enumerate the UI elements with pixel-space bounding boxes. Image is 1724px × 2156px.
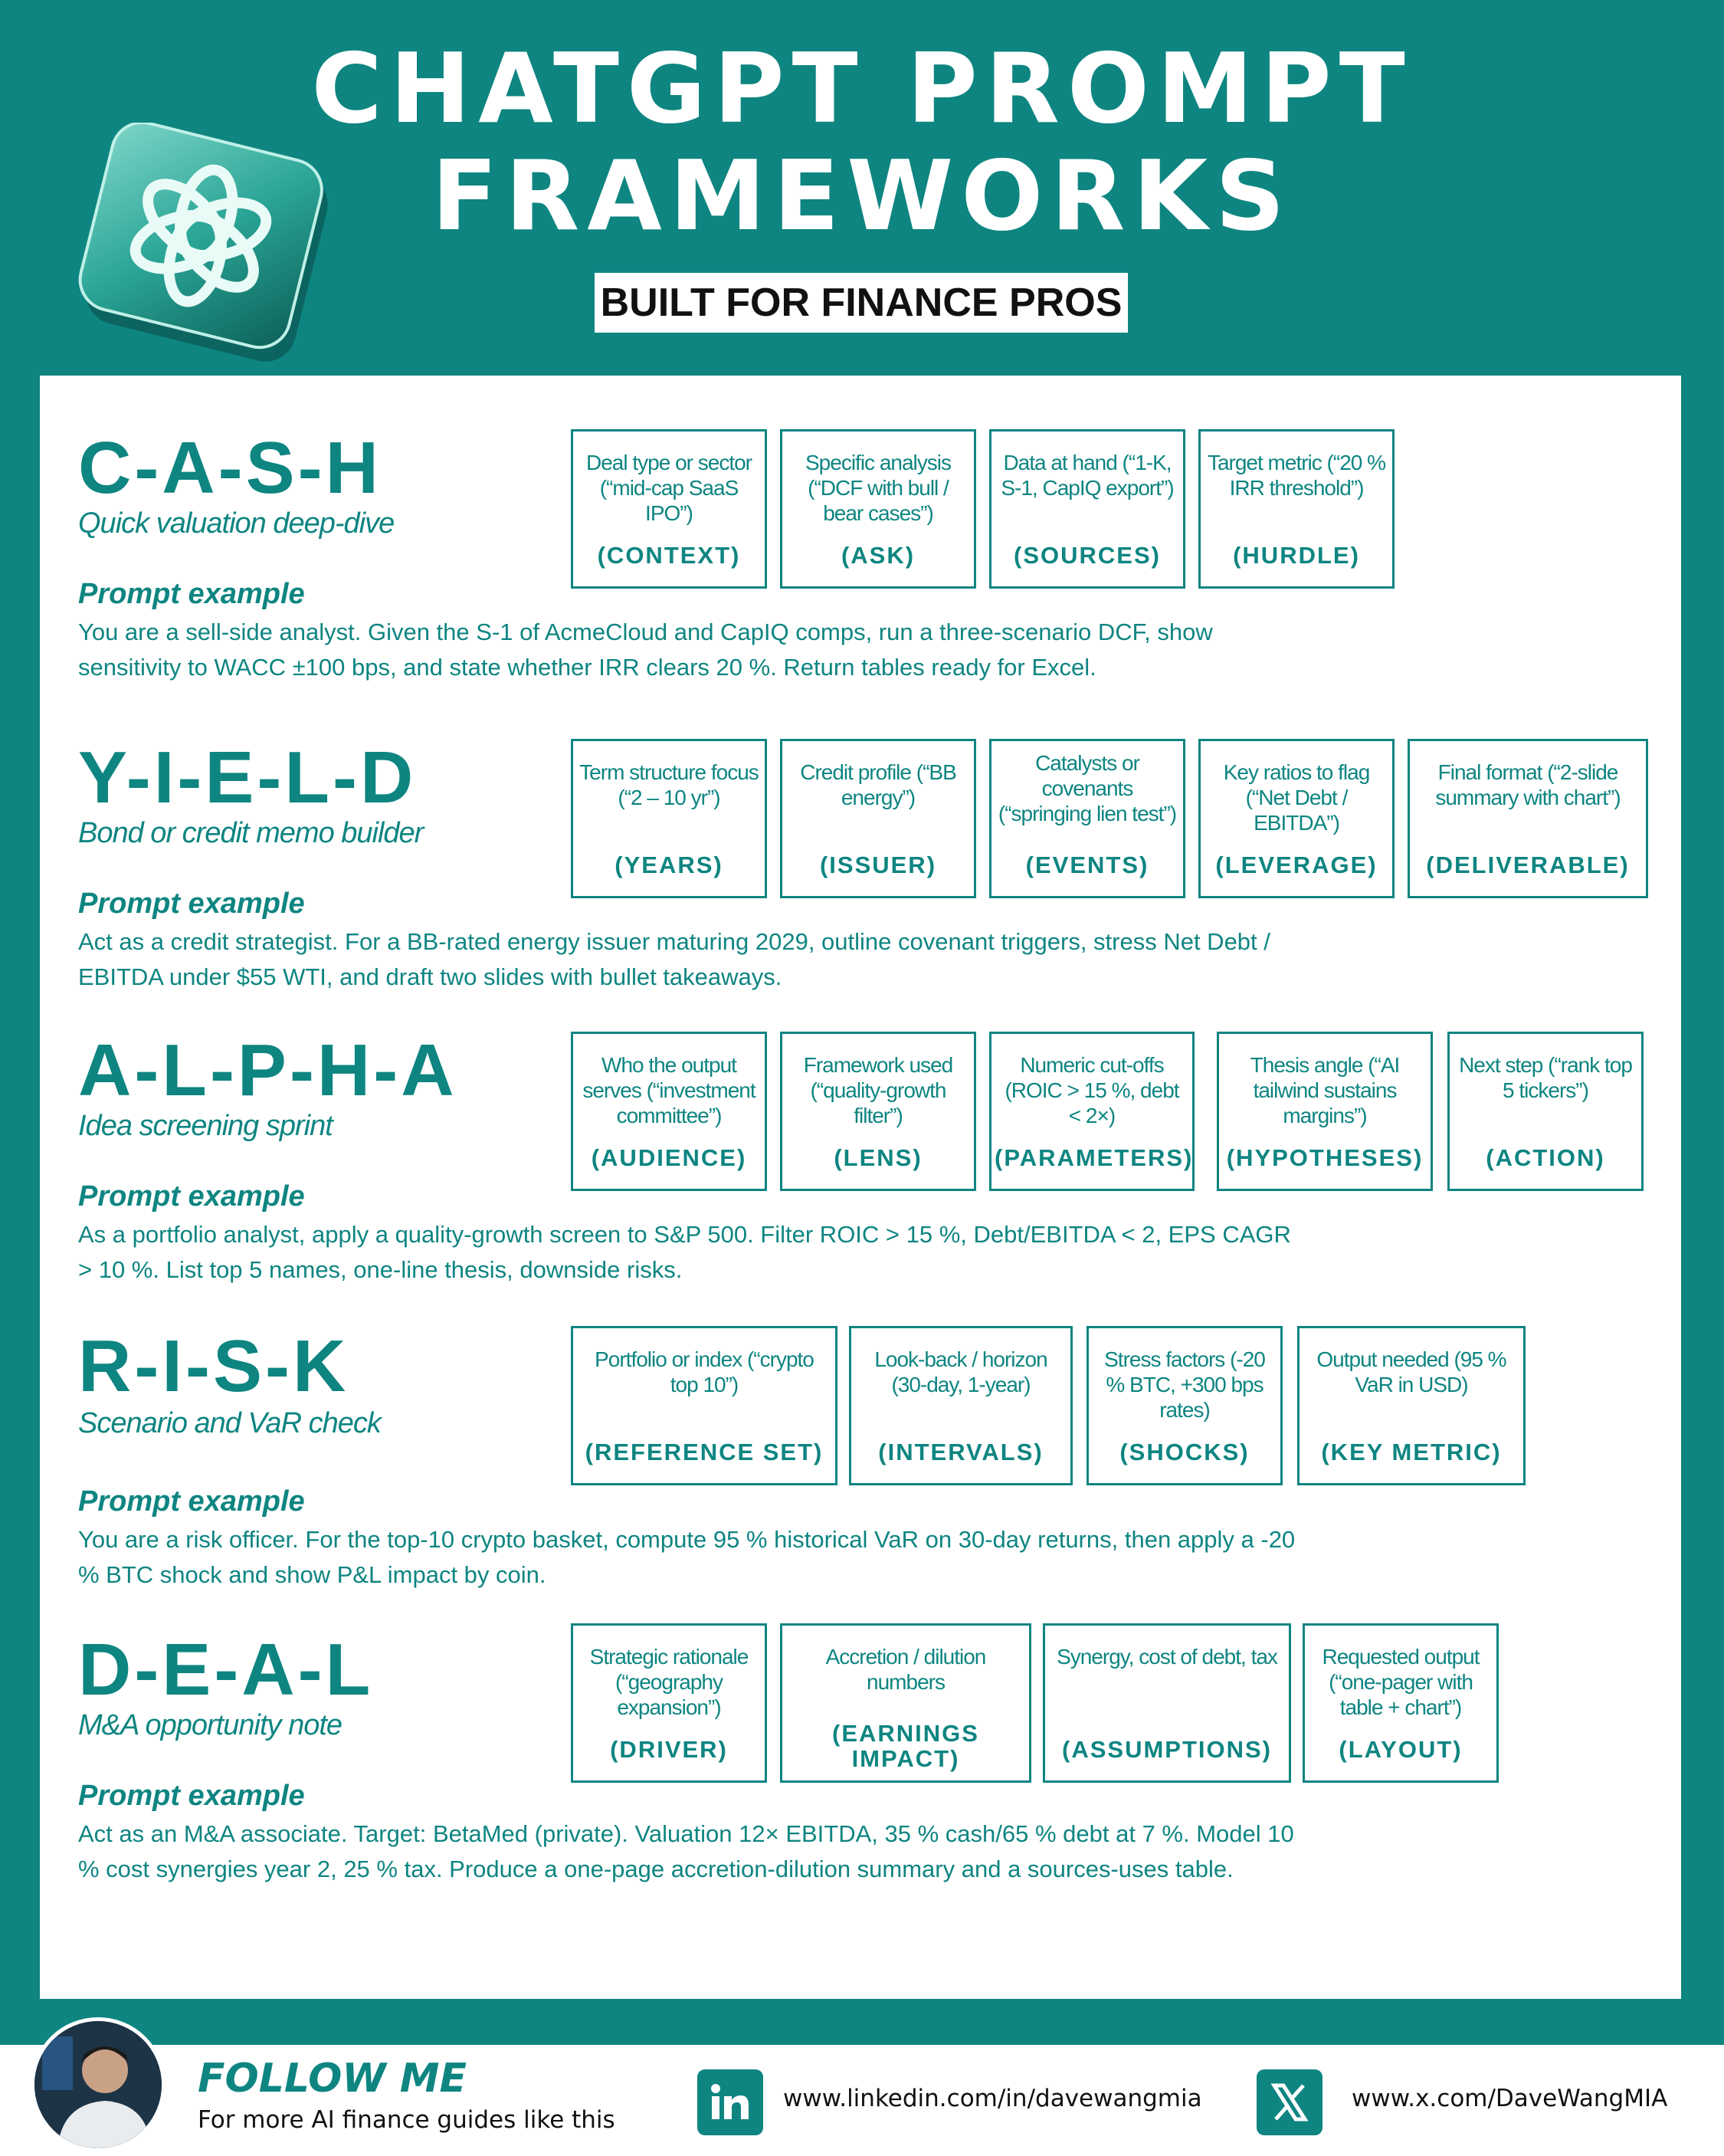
card-description: Final format (“2-slide summary with chart”): [1435, 760, 1621, 809]
linkedin-icon[interactable]: [697, 2069, 763, 2135]
header: [0, 0, 1724, 376]
content-panel: [40, 376, 1681, 1999]
prompt-example-text: You are a risk officer. For the top-10 crypto basket, compute 95 % historical VaR on 30-day returns, then apply a -20 % BTC shock and show P&L impact by coin.: [78, 1526, 1296, 1588]
card-code: (HYPOTHESES): [1226, 1144, 1424, 1171]
card-description: Accretion / dilution numbers: [825, 1645, 986, 1694]
framework-subtitle: Scenario and VaR check: [78, 1407, 381, 1439]
prompt-example-label: Prompt example: [78, 1780, 305, 1812]
framework-card: [989, 429, 1185, 589]
card-description: Target metric (“20 % IRR threshold”): [1207, 451, 1386, 500]
framework-card: [780, 1623, 1031, 1783]
framework-section-alpha: [40, 1029, 1681, 1289]
framework-subtitle: Bond or credit memo builder: [78, 817, 424, 849]
framework-name: A-L-P-H-A: [78, 1029, 457, 1111]
page-title-line-2: FRAMEWORKS: [431, 139, 1293, 252]
framework-name: R-I-S-K: [78, 1325, 349, 1407]
card-description: Specific analysis (“DCF with bull / bear cases”): [805, 451, 951, 525]
card-code: (KEY METRIC): [1321, 1439, 1502, 1465]
framework-subtitle: M&A opportunity note: [78, 1709, 343, 1741]
card-description: Requested output (“one-pager with table + chart”): [1322, 1645, 1480, 1719]
card-code: (LENS): [834, 1144, 923, 1171]
prompt-example-text: As a portfolio analyst, apply a quality-growth screen to S&P 500. Filter ROIC > 15 %, Debt/EBITDA < 2, EPS CAGR > 10 %. List top 5 names, one-line thesis, downside risks.: [78, 1221, 1291, 1283]
card-code: (DELIVERABLE): [1426, 852, 1630, 878]
card-description: Catalysts or covenants (“springing lien test”): [998, 751, 1177, 825]
card-description: Output needed (95 % VaR in USD): [1316, 1347, 1506, 1396]
card-description: Data at hand (“1-K, S-1, CapIQ export”): [1001, 451, 1174, 500]
framework-name: C-A-S-H: [78, 427, 382, 509]
card-description: Numeric cut-offs (ROIC > 15 %, debt < 2×): [1005, 1053, 1179, 1127]
framework-name: D-E-A-L: [78, 1629, 374, 1711]
framework-card: [571, 429, 767, 589]
card-code: (HURDLE): [1233, 542, 1360, 569]
follow-me-subtitle: For more AI finance guides like this: [198, 2106, 615, 2134]
card-code: (LAYOUT): [1339, 1736, 1463, 1763]
prompt-example-label: Prompt example: [78, 578, 305, 610]
card-description: Portfolio or index (“crypto top 10”): [595, 1347, 814, 1396]
linkedin-link[interactable]: www.linkedin.com/in/davewangmia: [783, 2085, 1202, 2112]
card-description: Key ratios to flag (“Net Debt / EBITDA”): [1223, 760, 1370, 835]
card-description: Thesis angle (“AI tailwind sustains margins”): [1250, 1053, 1400, 1127]
follow-me-title: FOLLOW ME: [198, 2056, 467, 2102]
framework-card: [1198, 429, 1395, 589]
card-description: Look-back / horizon (30-day, 1-year): [874, 1347, 1047, 1396]
card-code: (ACTION): [1486, 1144, 1605, 1171]
card-description: Term structure focus (“2 – 10 yr”): [579, 760, 759, 809]
framework-card: [1217, 1032, 1433, 1191]
framework-section-cash: [40, 426, 1681, 687]
card-code: (EVENTS): [1025, 852, 1149, 878]
framework-card: [1043, 1623, 1291, 1783]
framework-card: [571, 1623, 767, 1783]
prompt-example-text: Act as a credit strategist. For a BB-rated energy issuer maturing 2029, outline covenant triggers, stress Net Debt / EBITDA under $55 WTI, and draft two slides with bullet takeaways.: [78, 928, 1270, 990]
framework-card: [571, 739, 767, 898]
framework-card: [1408, 739, 1648, 898]
framework-card: [780, 1032, 976, 1191]
framework-subtitle: Idea screening sprint: [78, 1110, 333, 1142]
framework-card: [989, 739, 1185, 898]
card-description: Credit profile (“BB energy”): [800, 760, 956, 809]
card-description: Stress factors (-20 % BTC, +300 bps rates): [1104, 1347, 1265, 1422]
card-code: (INTERVALS): [878, 1439, 1044, 1465]
prompt-example-text: Act as an M&A associate. Target: BetaMed (private). Valuation 12× EBITDA, 35 % cash/65 % debt at 7 %. Model 10 % cost synergies year 2, 25 % tax. Produce a one-page accretion-dilution summary and a sources-uses table.: [78, 1820, 1294, 1882]
card-code: (AUDIENCE): [591, 1144, 747, 1171]
framework-subtitle: Quick valuation deep-dive: [78, 507, 395, 540]
framework-name: Y-I-E-L-D: [78, 737, 417, 819]
x-twitter-icon[interactable]: [1257, 2069, 1322, 2135]
card-description: Synergy, cost of debt, tax: [1057, 1645, 1277, 1669]
page-title-line-1: CHATGPT PROMPT: [311, 32, 1413, 145]
card-description: Strategic rationale (“geography expansion”): [589, 1645, 749, 1719]
framework-section-yield: [40, 736, 1681, 996]
framework-section-risk: [40, 1321, 1681, 1588]
framework-card: [1198, 739, 1395, 898]
page-subtitle: BUILT FOR FINANCE PROS: [595, 273, 1128, 333]
card-code: (ASK): [841, 542, 916, 569]
framework-card: [989, 1032, 1195, 1191]
card-code: (DRIVER): [610, 1736, 728, 1763]
x-link[interactable]: www.x.com/DaveWangMIA: [1352, 2085, 1668, 2112]
framework-section-deal: [40, 1628, 1681, 1950]
framework-card: [1297, 1326, 1526, 1485]
card-code: (SHOCKS): [1119, 1439, 1250, 1465]
prompt-example-label: Prompt example: [78, 888, 305, 920]
avatar: [31, 2017, 166, 2152]
card-code: (YEARS): [615, 852, 723, 878]
framework-card: [1087, 1326, 1283, 1485]
card-code: (REFERENCE SET): [585, 1439, 824, 1465]
framework-card: [780, 429, 976, 589]
framework-card: [1447, 1032, 1644, 1191]
card-description: Who the output serves (“investment committee”): [582, 1053, 755, 1127]
prompt-example-label: Prompt example: [78, 1485, 305, 1518]
card-code: (ISSUER): [819, 852, 937, 878]
card-code: (LEVERAGE): [1215, 852, 1378, 878]
card-description: Next step (“rank top 5 tickers”): [1459, 1053, 1632, 1102]
framework-card: [1303, 1623, 1499, 1783]
card-code: (EARNINGS IMPACT): [832, 1720, 979, 1772]
card-code: (CONTEXT): [597, 542, 741, 569]
framework-card: [849, 1326, 1073, 1485]
framework-card: [780, 739, 976, 898]
card-code: (SOURCES): [1014, 542, 1161, 569]
framework-card: [571, 1326, 837, 1485]
card-code: (PARAMETERS): [995, 1144, 1194, 1171]
card-description: Framework used (“quality-growth filter”): [803, 1053, 953, 1127]
prompt-example-label: Prompt example: [78, 1180, 305, 1213]
card-description: Deal type or sector (“mid-cap SaaS IPO”): [586, 451, 752, 525]
card-code: (ASSUMPTIONS): [1062, 1736, 1272, 1763]
framework-card: [571, 1032, 767, 1191]
prompt-example-text: You are a sell-side analyst. Given the S-1 of AcmeCloud and CapIQ comps, run a three-scenario DCF, show sensitivity to WACC ±100 bps, and state whether IRR clears 20 %. Return tables ready for Excel.: [78, 619, 1213, 681]
